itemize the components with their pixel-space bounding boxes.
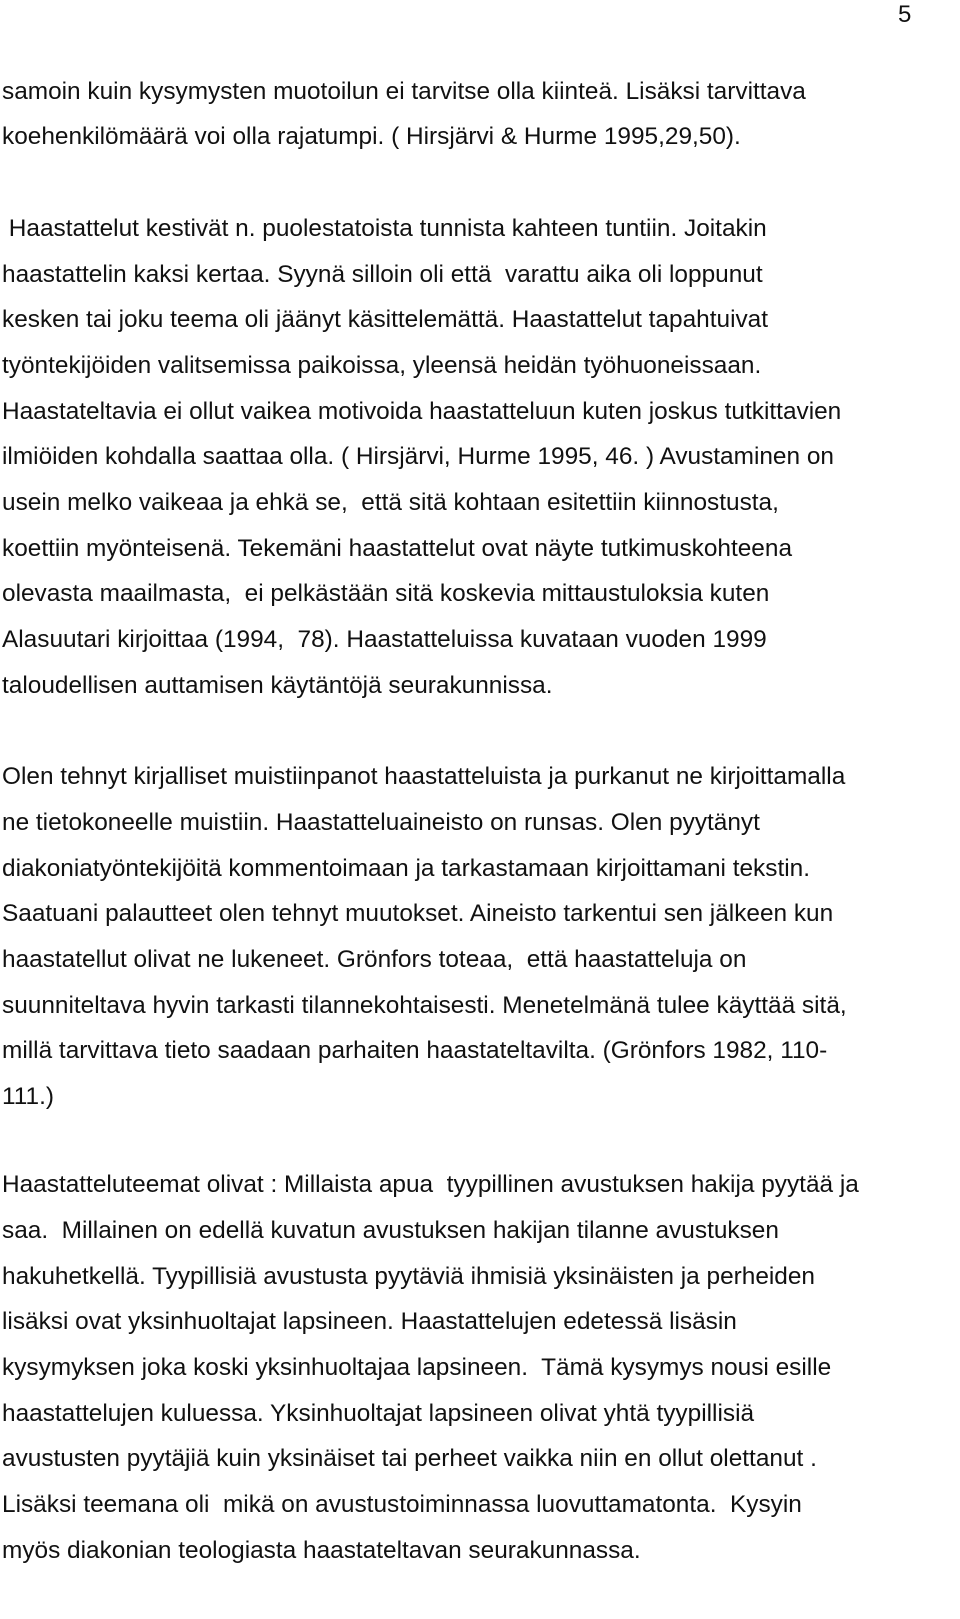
text-line: Olen tehnyt kirjalliset muistiinpanot haastatteluista ja purkanut ne kirjoittamalla [2, 763, 846, 790]
text-line: ilmiöiden kohdalla saattaa olla. ( Hirsjärvi, Hurme 1995, 46. ) Avustaminen on [2, 443, 834, 470]
text-line: lisäksi ovat yksinhuoltajat lapsineen. Haastattelujen edetessä lisäsin [2, 1308, 737, 1335]
text-line: Haastateltavia ei ollut vaikea motivoida haastatteluun kuten joskus tutkittavien [2, 398, 842, 425]
text-line: diakoniatyöntekijöitä kommentoimaan ja tarkastamaan kirjoittamani tekstin. [2, 855, 810, 882]
text-line: 111.) [2, 1083, 54, 1110]
text-line: koehenkilömäärä voi olla rajatumpi. ( Hirsjärvi & Hurme 1995,29,50). [2, 123, 741, 150]
text-line: avustusten pyytäjiä kuin yksinäiset tai perheet vaikka niin en ollut olettanut . [2, 1445, 817, 1472]
text-line: kesken tai joku teema oli jäänyt käsittelemättä. Haastattelut tapahtuivat [2, 306, 769, 333]
text-line: samoin kuin kysymysten muotoilun ei tarvitse olla kiinteä. Lisäksi tarvittava [2, 78, 806, 105]
text-line: Saatuani palautteet olen tehnyt muutokset. Aineisto tarkentui sen jälkeen kun [2, 900, 834, 927]
text-line: haastatellut olivat ne lukeneet. Grönfors toteaa, että haastatteluja on [2, 946, 747, 973]
text-line: hakuhetkellä. Tyypillisiä avustusta pyytäviä ihmisiä yksinäisten ja perheiden [2, 1263, 816, 1290]
text-line: millä tarvittava tieto saadaan parhaiten haastateltavilta. (Grönfors 1982, 110- [2, 1037, 828, 1064]
text-line: saa. Millainen on edellä kuvatun avustuksen hakijan tilanne avustuksen [2, 1217, 779, 1244]
text-line: taloudellisen auttamisen käytäntöjä seurakunnissa. [2, 672, 553, 699]
page-number: 5 [898, 1, 912, 28]
text-line: Haastatteluteemat olivat : Millaista apua tyypillinen avustuksen hakija pyytää ja [2, 1171, 859, 1198]
text-line: Haastattelut kestivät n. puolestatoista tunnista kahteen tuntiin. Joitakin [2, 215, 767, 242]
text-line: työntekijöiden valitsemissa paikoissa, yleensä heidän työhuoneissaan. [2, 352, 762, 379]
text-line: haastattelujen kuluessa. Yksinhuoltajat lapsineen olivat yhtä tyypillisiä [2, 1400, 755, 1427]
text-line: Alasuutari kirjoittaa (1994, 78). Haastatteluissa kuvataan vuoden 1999 [2, 626, 767, 653]
text-line: Lisäksi teemana oli mikä on avustustoiminnassa luovuttamatonta. Kysyin [2, 1491, 802, 1518]
text-line: koettiin myönteisenä. Tekemäni haastattelut ovat näyte tutkimuskohteena [2, 535, 793, 562]
text-line: haastattelin kaksi kertaa. Syynä silloin oli että varattu aika oli loppunut [2, 261, 763, 288]
text-line: myös diakonian teologiasta haastateltavan seurakunnassa. [2, 1537, 641, 1564]
text-line: olevasta maailmasta, ei pelkästään sitä koskevia mittaustuloksia kuten [2, 580, 770, 607]
text-line: ne tietokoneelle muistiin. Haastatteluaineisto on runsas. Olen pyytänyt [2, 809, 760, 836]
text-line: usein melko vaikeaa ja ehkä se, että sitä kohtaan esitettiin kiinnostusta, [2, 489, 779, 516]
text-line: kysymyksen joka koski yksinhuoltajaa lapsineen. Tämä kysymys nousi esille [2, 1354, 832, 1381]
text-line: suunniteltava hyvin tarkasti tilannekohtaisesti. Menetelmänä tulee käyttää sitä, [2, 992, 847, 1019]
